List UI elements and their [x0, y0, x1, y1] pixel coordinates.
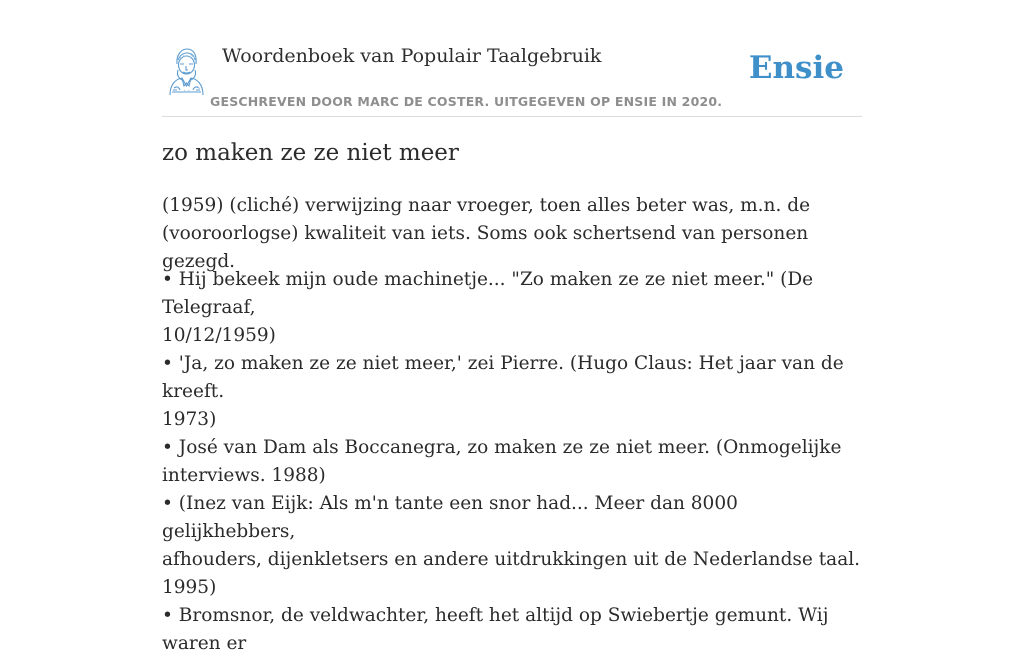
author-portrait-icon: [164, 46, 208, 96]
entry-quotes: [162, 266, 862, 658]
author-byline: GESCHREVEN DOOR MARC DE COSTER. UITGEGEVEN OP ENSIE IN 2020.: [210, 94, 723, 109]
entry-title: zo maken ze ze niet meer: [162, 140, 459, 166]
quote-line: • Hij bekeek mijn oude machinetje... "Zo maken ze ze niet meer." (De Telegraaf,: [162, 269, 814, 318]
quote-line: 1973): [162, 409, 217, 430]
ensie-logo[interactable]: Ensie: [748, 50, 844, 86]
entry-definition: [162, 192, 862, 276]
page-container: [162, 0, 862, 654]
quote-line: afhouders, dijenkletsers en andere uitdrukkingen uit de Nederlandse taal. 1995): [162, 549, 861, 598]
quote-line: • (Inez van Eijk: Als m'n tante een snor had... Meer dan 8000 gelijkhebbers,: [162, 493, 738, 542]
definition-line: (1959) (cliché) verwijzing naar vroeger, toen alles beter was, m.n. de: [162, 195, 811, 216]
page-header: [162, 0, 862, 117]
definition-line: (vooroorlogse) kwaliteit van iets. Soms ook schertsend van personen gezegd.: [162, 223, 809, 272]
quote-line: • 'Ja, zo maken ze ze niet meer,' zei Pierre. (Hugo Claus: Het jaar van de kreeft.: [162, 353, 844, 402]
quote-line: • José van Dam als Boccanegra, zo maken ze ze niet meer. (Onmogelijke: [162, 437, 842, 458]
book-title[interactable]: Woordenboek van Populair Taalgebruik: [222, 45, 602, 67]
quote-line: interviews. 1988): [162, 465, 326, 486]
quote-line: 10/12/1959): [162, 325, 276, 346]
quote-line: • Bromsnor, de veldwachter, heeft het altijd op Swiebertje gemunt. Wij waren er: [162, 605, 829, 654]
